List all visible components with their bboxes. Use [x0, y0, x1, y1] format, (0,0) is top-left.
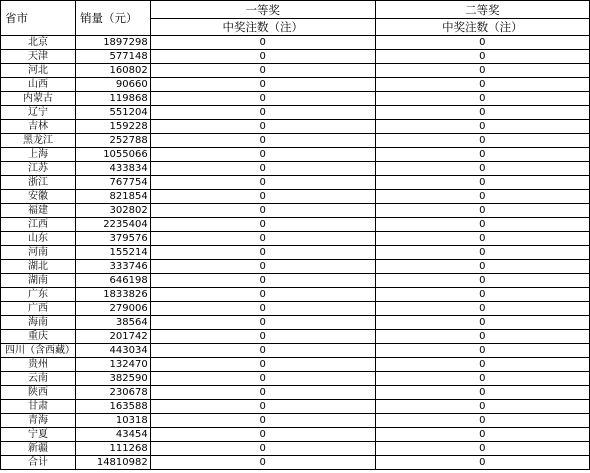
province-cell: 天津 [1, 50, 76, 64]
prize1-count-cell: 0 [150, 78, 375, 92]
table-row [1, 218, 590, 232]
table-row [1, 302, 590, 316]
prize1-count-cell: 0 [150, 120, 375, 134]
prize2-count-cell: 0 [375, 274, 589, 288]
prize2-count-cell: 0 [375, 120, 589, 134]
sales-cell: 90660 [76, 78, 151, 92]
prize1-count-cell: 0 [150, 442, 375, 456]
total-prize2-cell: 0 [375, 456, 589, 470]
table-row [1, 316, 590, 330]
sales-cell: 111268 [76, 442, 151, 456]
province-cell: 新疆 [1, 442, 76, 456]
province-cell: 广西 [1, 302, 76, 316]
table-row [1, 274, 590, 288]
prize2-count-cell: 0 [375, 78, 589, 92]
prize2-count-cell: 0 [375, 50, 589, 64]
prize1-count-cell: 0 [150, 302, 375, 316]
sales-cell: 433834 [76, 162, 151, 176]
sales-cell: 252788 [76, 134, 151, 148]
sales-cell: 821854 [76, 190, 151, 204]
header-sales: 销量（元） [76, 1, 151, 36]
prize2-count-cell: 0 [375, 442, 589, 456]
table-row [1, 330, 590, 344]
province-cell: 甘肃 [1, 400, 76, 414]
prize1-count-cell: 0 [150, 386, 375, 400]
sales-cell: 201742 [76, 330, 151, 344]
table-row [1, 204, 590, 218]
sales-cell: 379576 [76, 232, 151, 246]
sales-cell: 767754 [76, 176, 151, 190]
prize1-count-cell: 0 [150, 162, 375, 176]
prize2-count-cell: 0 [375, 414, 589, 428]
sales-cell: 1897298 [76, 36, 151, 50]
province-cell: 海南 [1, 316, 76, 330]
sales-cell: 2235404 [76, 218, 151, 232]
prize2-count-cell: 0 [375, 260, 589, 274]
prize2-count-cell: 0 [375, 204, 589, 218]
province-cell: 浙江 [1, 176, 76, 190]
sales-cell: 160802 [76, 64, 151, 78]
prize2-count-cell: 0 [375, 106, 589, 120]
prize2-count-cell: 0 [375, 134, 589, 148]
sales-cell: 38564 [76, 316, 151, 330]
sales-cell: 382590 [76, 372, 151, 386]
province-cell: 湖南 [1, 274, 76, 288]
table-row [1, 386, 590, 400]
header-row [1, 1, 590, 19]
sales-cell: 155214 [76, 246, 151, 260]
prize1-count-cell: 0 [150, 148, 375, 162]
province-cell: 青海 [1, 414, 76, 428]
prize2-count-cell: 0 [375, 344, 589, 358]
header-prize2-sub: 中奖注数（注） [375, 19, 589, 36]
province-cell: 贵州 [1, 358, 76, 372]
province-cell: 安徽 [1, 190, 76, 204]
province-cell: 广东 [1, 288, 76, 302]
prize2-count-cell: 0 [375, 302, 589, 316]
prize1-count-cell: 0 [150, 204, 375, 218]
prize1-count-cell: 0 [150, 106, 375, 120]
table-row [1, 148, 590, 162]
table-row [1, 428, 590, 442]
province-cell: 北京 [1, 36, 76, 50]
total-sales-cell: 14810982 [76, 456, 151, 470]
prize1-count-cell: 0 [150, 218, 375, 232]
sales-cell: 1055066 [76, 148, 151, 162]
province-cell: 江苏 [1, 162, 76, 176]
table-row [1, 246, 590, 260]
table-body [1, 1, 590, 470]
prize2-count-cell: 0 [375, 64, 589, 78]
province-cell: 黑龙江 [1, 134, 76, 148]
total-row [1, 456, 590, 470]
prize2-count-cell: 0 [375, 330, 589, 344]
province-cell: 河南 [1, 246, 76, 260]
prize2-count-cell: 0 [375, 148, 589, 162]
prize2-count-cell: 0 [375, 288, 589, 302]
sales-cell: 646198 [76, 274, 151, 288]
table-row [1, 232, 590, 246]
province-cell: 江西 [1, 218, 76, 232]
prize2-count-cell: 0 [375, 176, 589, 190]
prize2-count-cell: 0 [375, 400, 589, 414]
prize1-count-cell: 0 [150, 190, 375, 204]
province-cell: 山东 [1, 232, 76, 246]
sales-cell: 163588 [76, 400, 151, 414]
sales-cell: 43454 [76, 428, 151, 442]
prize2-count-cell: 0 [375, 246, 589, 260]
prize2-count-cell: 0 [375, 358, 589, 372]
prize1-count-cell: 0 [150, 134, 375, 148]
prize2-count-cell: 0 [375, 232, 589, 246]
sales-cell: 159228 [76, 120, 151, 134]
table-row [1, 414, 590, 428]
sales-cell: 577148 [76, 50, 151, 64]
table-row [1, 134, 590, 148]
prize2-count-cell: 0 [375, 428, 589, 442]
table-row [1, 64, 590, 78]
sales-cell: 230678 [76, 386, 151, 400]
prize2-count-cell: 0 [375, 162, 589, 176]
sales-cell: 551204 [76, 106, 151, 120]
table-row [1, 288, 590, 302]
prize2-count-cell: 0 [375, 372, 589, 386]
sales-cell: 279006 [76, 302, 151, 316]
table-row [1, 372, 590, 386]
prize1-count-cell: 0 [150, 372, 375, 386]
table-row [1, 78, 590, 92]
prize2-count-cell: 0 [375, 92, 589, 106]
prize1-count-cell: 0 [150, 36, 375, 50]
prize1-count-cell: 0 [150, 232, 375, 246]
header-province: 省市 [1, 1, 76, 36]
prize1-count-cell: 0 [150, 316, 375, 330]
prize1-count-cell: 0 [150, 246, 375, 260]
prize1-count-cell: 0 [150, 64, 375, 78]
total-prize1-cell: 0 [150, 456, 375, 470]
province-cell: 重庆 [1, 330, 76, 344]
table-row [1, 442, 590, 456]
table-row [1, 358, 590, 372]
sales-cell: 132470 [76, 358, 151, 372]
province-cell: 河北 [1, 64, 76, 78]
header-prize1-title: 一等奖 [150, 1, 375, 19]
province-cell: 云南 [1, 372, 76, 386]
prize1-count-cell: 0 [150, 428, 375, 442]
prize1-count-cell: 0 [150, 274, 375, 288]
province-cell: 内蒙古 [1, 92, 76, 106]
sales-cell: 119868 [76, 92, 151, 106]
table-row [1, 106, 590, 120]
sales-cell: 443034 [76, 344, 151, 358]
table-row [1, 162, 590, 176]
province-cell: 宁夏 [1, 428, 76, 442]
prize2-count-cell: 0 [375, 316, 589, 330]
prize2-count-cell: 0 [375, 36, 589, 50]
prize2-count-cell: 0 [375, 386, 589, 400]
province-cell: 上海 [1, 148, 76, 162]
province-cell: 吉林 [1, 120, 76, 134]
prize1-count-cell: 0 [150, 344, 375, 358]
prize1-count-cell: 0 [150, 176, 375, 190]
header-prize1-sub: 中奖注数（注） [150, 19, 375, 36]
table-row [1, 344, 590, 358]
header-prize2-title: 二等奖 [375, 1, 589, 19]
prize1-count-cell: 0 [150, 92, 375, 106]
province-cell: 陕西 [1, 386, 76, 400]
prize1-count-cell: 0 [150, 260, 375, 274]
province-cell: 湖北 [1, 260, 76, 274]
prize1-count-cell: 0 [150, 288, 375, 302]
prize1-count-cell: 0 [150, 358, 375, 372]
prize1-count-cell: 0 [150, 330, 375, 344]
prize2-count-cell: 0 [375, 190, 589, 204]
sales-cell: 1833826 [76, 288, 151, 302]
prize1-count-cell: 0 [150, 400, 375, 414]
table-row [1, 400, 590, 414]
table-row [1, 92, 590, 106]
table-row [1, 176, 590, 190]
sales-cell: 333746 [76, 260, 151, 274]
table-row [1, 36, 590, 50]
table-row [1, 120, 590, 134]
table-row [1, 260, 590, 274]
province-cell: 辽宁 [1, 106, 76, 120]
total-label-cell: 合计 [1, 456, 76, 470]
table-row [1, 190, 590, 204]
province-cell: 四川（含西藏） [1, 344, 76, 358]
prize2-count-cell: 0 [375, 218, 589, 232]
sales-cell: 10318 [76, 414, 151, 428]
prize1-count-cell: 0 [150, 414, 375, 428]
sales-cell: 302802 [76, 204, 151, 218]
province-cell: 福建 [1, 204, 76, 218]
prize1-count-cell: 0 [150, 50, 375, 64]
province-cell: 山西 [1, 78, 76, 92]
table-row [1, 50, 590, 64]
